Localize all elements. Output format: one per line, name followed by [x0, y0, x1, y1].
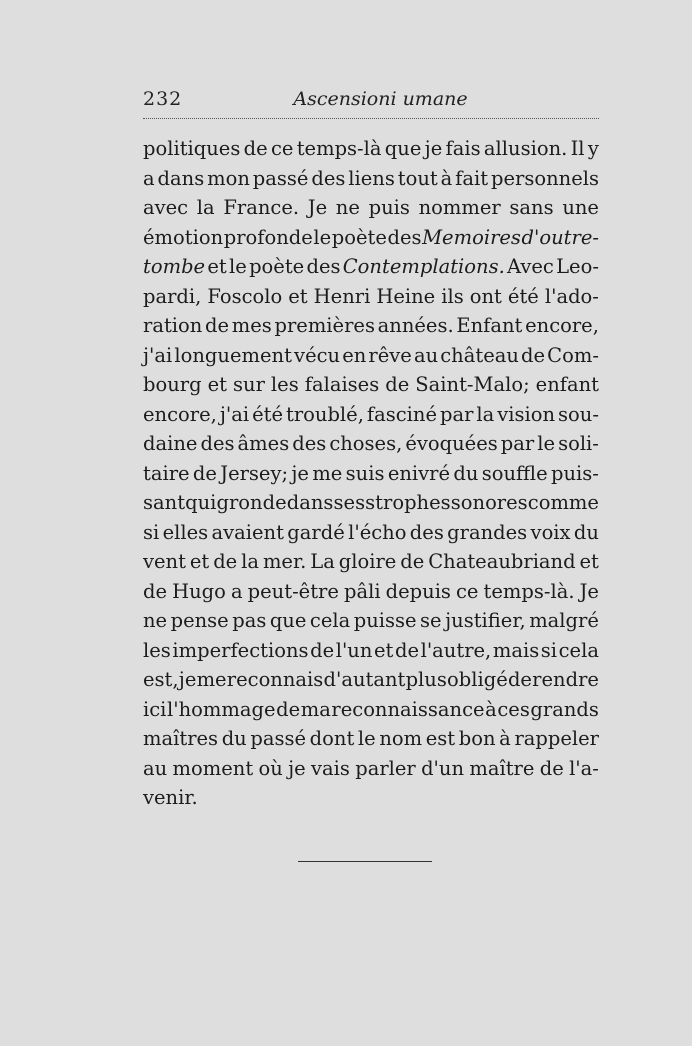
text-line [143, 223, 599, 253]
word: moment [172, 756, 254, 780]
word: liens [348, 166, 395, 190]
text-line [143, 282, 599, 312]
word: l'ado- [544, 284, 599, 308]
word: parler [355, 756, 416, 780]
word: Hugo [172, 579, 226, 603]
word: bon [458, 727, 496, 750]
word: d'autant [323, 668, 406, 691]
word: a [230, 579, 243, 603]
word: passé [250, 727, 307, 750]
word: avaient [211, 520, 284, 544]
word: rappeler [514, 727, 599, 750]
text-line [143, 400, 599, 430]
page-header [143, 88, 598, 114]
word: mais [492, 638, 540, 662]
word: personnels [490, 166, 599, 190]
word: de [310, 638, 335, 662]
word: fasciné [366, 402, 437, 426]
word: de [521, 343, 546, 367]
word: maîtres [143, 727, 219, 750]
word: l'hommage [166, 697, 276, 721]
word: âmes [237, 432, 290, 455]
word: soli- [558, 432, 599, 455]
word: premières [274, 314, 375, 337]
text-line [143, 518, 599, 548]
word: Com- [547, 343, 599, 367]
word: mon [207, 166, 250, 190]
word: falaises [304, 373, 380, 396]
word: la [476, 402, 495, 426]
word: des [311, 166, 346, 190]
word: nommer [418, 196, 501, 219]
word: obligé [447, 668, 508, 691]
word: malgré [529, 609, 599, 632]
word: de [143, 579, 168, 603]
word: Foscolo [207, 284, 283, 308]
text-line [143, 134, 599, 164]
word: longuement [174, 343, 292, 367]
word: tout [397, 166, 438, 190]
word: ont [469, 284, 502, 308]
text-line [143, 164, 599, 194]
word: ne [335, 196, 360, 219]
word: du [221, 727, 247, 750]
word: de [507, 668, 532, 691]
word: Contemplations. [342, 255, 505, 278]
word: Leo- [556, 255, 599, 278]
word: qui [185, 491, 217, 514]
text-line [143, 606, 599, 636]
header-rule [143, 118, 599, 119]
word: gloire [338, 550, 397, 573]
body-text [143, 134, 599, 813]
word: reconnais [226, 668, 324, 691]
word: passé [252, 166, 309, 190]
word: est, [143, 668, 179, 691]
word: bourg [143, 373, 202, 396]
word: gronde [216, 491, 287, 514]
word: ici [143, 697, 167, 721]
word: des [409, 520, 444, 544]
word: Henri [313, 284, 371, 308]
text-line [143, 577, 599, 607]
word: me [196, 668, 227, 691]
word: de [205, 314, 230, 337]
text-line [143, 695, 599, 725]
word: ils [441, 284, 464, 308]
word: ne [143, 609, 168, 632]
word: ration [143, 314, 203, 337]
word: reconnaissance [331, 697, 485, 721]
word: avec [143, 196, 189, 219]
word: venir. [143, 786, 198, 809]
word: si [540, 638, 558, 662]
word: de [243, 137, 268, 160]
word: Avec [507, 255, 554, 278]
word: le [313, 225, 332, 249]
word: gardé [287, 520, 345, 544]
word: Saint-Malo; [415, 373, 530, 396]
word: cela [558, 638, 599, 662]
word: pâli [343, 579, 381, 603]
word: imperfections [172, 638, 309, 662]
word: par [439, 402, 474, 426]
word: rêve [368, 343, 412, 367]
word: je [291, 461, 309, 485]
word: elles [162, 520, 209, 544]
word: que [384, 137, 422, 160]
word: sant [143, 491, 186, 514]
word: années. [377, 314, 454, 337]
word: troublé, [285, 402, 364, 426]
word: des [292, 432, 327, 455]
word: temps-là [296, 137, 382, 160]
word: le [357, 727, 376, 750]
word: sou- [558, 402, 599, 426]
word: de [385, 373, 410, 396]
word: ce [456, 579, 479, 603]
text-line [143, 754, 599, 784]
word: j'ai [219, 402, 250, 426]
word: strophes [365, 491, 451, 514]
word: pense [170, 609, 229, 632]
word: fais [445, 137, 481, 160]
word: suis [345, 461, 385, 485]
word: par [500, 432, 535, 455]
word: depuis [385, 579, 451, 603]
word: du [573, 520, 599, 544]
word: à [485, 697, 497, 721]
word: de [276, 697, 301, 721]
word: est [425, 727, 456, 750]
word: de [192, 461, 217, 485]
word: et [207, 373, 227, 396]
word: et [579, 550, 599, 573]
word: choses, [329, 432, 403, 455]
word: Il [570, 137, 585, 160]
word: vision [497, 402, 556, 426]
word: au [413, 343, 439, 367]
word: encore, [525, 314, 599, 337]
word: des [306, 255, 341, 278]
word: ces [497, 697, 530, 721]
word: les [270, 373, 299, 396]
word: dont [309, 727, 355, 750]
word: vais [311, 756, 350, 780]
word: en [342, 343, 367, 367]
word: enivré [387, 461, 451, 485]
word: les [143, 638, 171, 662]
word: fait [455, 166, 489, 190]
word: je [178, 668, 197, 691]
word: ce [270, 137, 294, 160]
word: le [229, 255, 247, 278]
word: politiques [143, 137, 241, 160]
word: nom [379, 727, 423, 750]
text-line [143, 783, 599, 813]
word: émotion [143, 225, 224, 249]
word: puisse [353, 609, 417, 632]
word: dans [286, 491, 334, 514]
word: la [241, 550, 260, 573]
end-rule [298, 861, 432, 862]
word: du [453, 461, 479, 485]
word: poète [249, 255, 305, 278]
text-line [143, 665, 599, 695]
page-number: 232 [143, 88, 183, 110]
word: a [143, 166, 155, 190]
word: Je [579, 579, 599, 603]
word: dans [157, 166, 205, 190]
word: Chateaubriand [428, 550, 576, 573]
word: voix [530, 520, 571, 544]
word: sonores [450, 491, 528, 514]
word: France. [223, 196, 300, 219]
word: été [252, 402, 283, 426]
word: encore, [143, 402, 217, 426]
word: de [213, 550, 238, 573]
text-line [143, 724, 599, 754]
text-line [143, 311, 599, 341]
word: j'ai [143, 343, 173, 367]
word: sur [233, 373, 265, 396]
word: si [143, 520, 160, 544]
word: peut-être [247, 579, 339, 603]
word: une [562, 196, 599, 219]
text-line [143, 370, 599, 400]
text-line [143, 341, 599, 371]
word: se [420, 609, 442, 632]
word: où [258, 756, 283, 780]
word: maître [469, 756, 535, 780]
word: évoquées [405, 432, 498, 455]
word: le [537, 432, 556, 455]
word: château [440, 343, 519, 367]
word: grandes [447, 520, 528, 544]
word: puis- [551, 461, 599, 485]
word: allusion. [483, 137, 568, 160]
word: grands [530, 697, 599, 721]
text-line [143, 547, 599, 577]
word: vécu [294, 343, 341, 367]
word: taire [143, 461, 190, 485]
word: je [424, 137, 443, 160]
word: Heine [376, 284, 436, 308]
word: cela [309, 609, 351, 632]
word: daine [143, 432, 198, 455]
text-line [143, 488, 599, 518]
word: au [143, 756, 168, 780]
word: plus [405, 668, 447, 691]
word: été [507, 284, 539, 308]
word: ma [300, 697, 331, 721]
word: et [288, 284, 308, 308]
word: vent [143, 550, 186, 573]
word: temps-là. [483, 579, 575, 603]
word: l'a- [569, 756, 599, 780]
word: la [196, 196, 215, 219]
word: et [374, 638, 394, 662]
word: l'autre, [420, 638, 492, 662]
running-title: Ascensioni umane [293, 88, 468, 110]
word: des [387, 225, 422, 249]
word: pas [232, 609, 267, 632]
word: me [312, 461, 343, 485]
text-line [143, 459, 599, 489]
word: de [400, 550, 425, 573]
word: et [207, 255, 227, 278]
word: d'outre- [521, 225, 599, 249]
word: de [539, 756, 564, 780]
word: y [587, 137, 599, 160]
word: enfant [535, 373, 599, 396]
word: comme [527, 491, 599, 514]
word: ses [333, 491, 366, 514]
word: justifier, [445, 609, 526, 632]
text-line [143, 429, 599, 459]
word: Enfant [456, 314, 523, 337]
word: tombe [143, 255, 206, 278]
word: pardi, [143, 284, 202, 308]
word: souffle [481, 461, 548, 485]
text-line [143, 252, 599, 282]
word: de [394, 638, 419, 662]
text-line [143, 193, 599, 223]
word: puis [368, 196, 410, 219]
word: mes [231, 314, 272, 337]
word: à [440, 166, 453, 190]
word: sans [509, 196, 554, 219]
word: mer. [262, 550, 307, 573]
word: à [499, 727, 511, 750]
word: poète [331, 225, 387, 249]
word: l'un [335, 638, 373, 662]
word: et [189, 550, 210, 573]
word: Je [307, 196, 328, 219]
word: l'écho [348, 520, 407, 544]
word: La [310, 550, 335, 573]
text-line [143, 636, 599, 666]
word: d'un [421, 756, 465, 780]
word: que [269, 609, 307, 632]
word: Memoires [422, 225, 521, 249]
word: profonde [223, 225, 313, 249]
word: je [288, 756, 306, 780]
word: rendre [532, 668, 599, 691]
word: des [200, 432, 235, 455]
word: Jersey; [220, 461, 289, 485]
